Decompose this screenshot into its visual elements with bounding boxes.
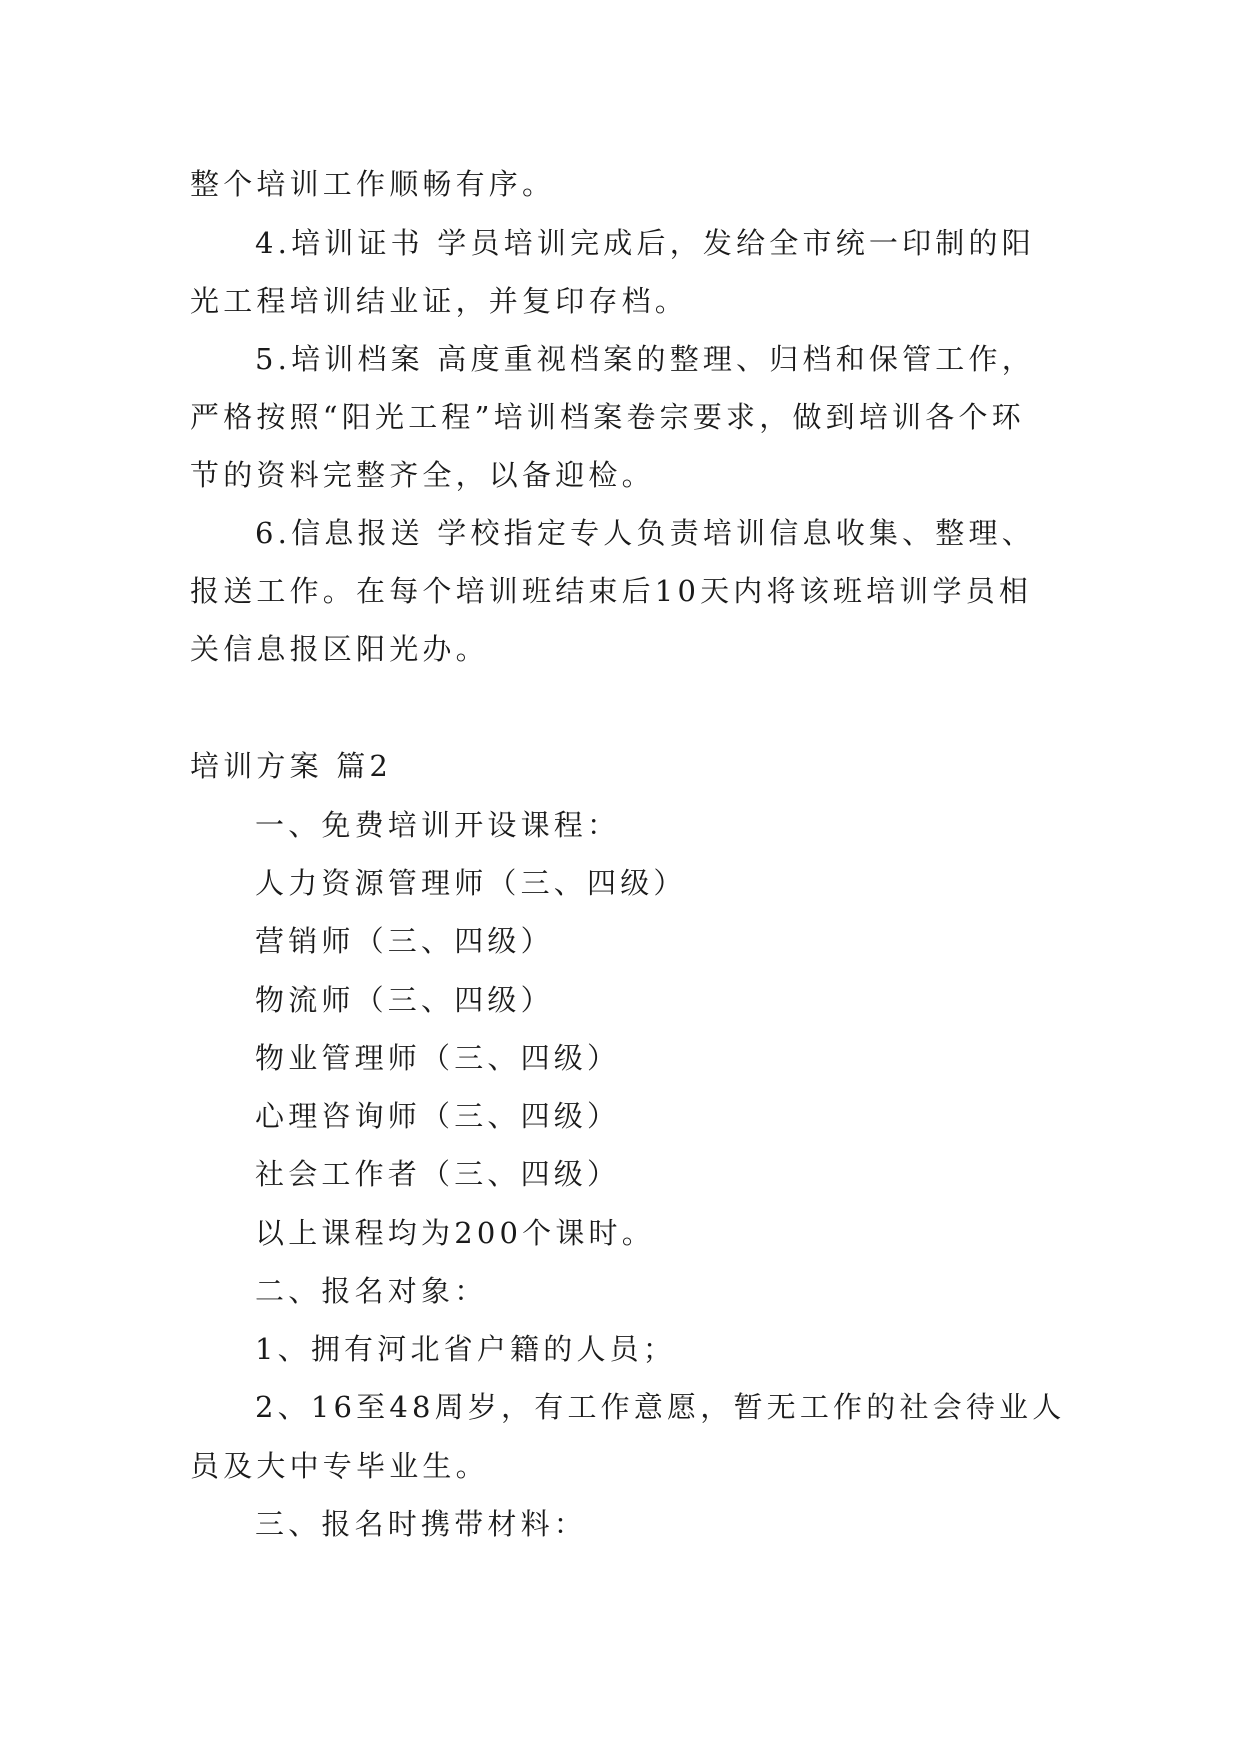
course-item: 物业管理师（三、四级） — [255, 1041, 621, 1075]
paragraph-line: 员及大中专毕业生。 — [190, 1449, 489, 1483]
paragraph-line: 5.培训档案 高度重视档案的整理、归档和保管工作， — [255, 342, 1035, 376]
paragraph-line: 光工程培训结业证，并复印存档。 — [190, 284, 689, 318]
course-item: 人力资源管理师（三、四级） — [255, 866, 687, 900]
section-heading: 培训方案 篇2 — [190, 749, 393, 783]
paragraph-line: 报送工作。在每个培训班结束后10天内将该班培训学员相 — [190, 574, 1033, 608]
course-item: 营销师（三、四级） — [255, 924, 554, 958]
paragraph-line: 节的资料完整齐全，以备迎检。 — [190, 458, 655, 492]
paragraph-line: 二、报名对象： — [255, 1274, 488, 1308]
course-item: 社会工作者（三、四级） — [255, 1157, 621, 1191]
paragraph-line: 1、拥有河北省户籍的人员； — [255, 1332, 677, 1366]
paragraph-line: 一、免费培训开设课程： — [255, 808, 621, 842]
paragraph-line: 6.信息报送 学校指定专人负责培训信息收集、整理、 — [255, 516, 1035, 550]
paragraph-line: 严格按照“阳光工程”培训档案卷宗要求，做到培训各个环 — [190, 400, 1025, 434]
paragraph-line: 以上课程均为200个课时。 — [255, 1216, 655, 1250]
paragraph-line: 三、报名时携带材料： — [255, 1507, 588, 1541]
paragraph-line: 关信息报区阳光办。 — [190, 632, 489, 666]
paragraph-line: 2、16至48周岁，有工作意愿，暂无工作的社会待业人 — [255, 1390, 1066, 1424]
course-item: 物流师（三、四级） — [255, 983, 554, 1017]
course-item: 心理咨询师（三、四级） — [255, 1099, 621, 1133]
paragraph-line: 4.培训证书 学员培训完成后，发给全市统一印制的阳 — [255, 226, 1035, 260]
paragraph-line: 整个培训工作顺畅有序。 — [190, 167, 556, 201]
